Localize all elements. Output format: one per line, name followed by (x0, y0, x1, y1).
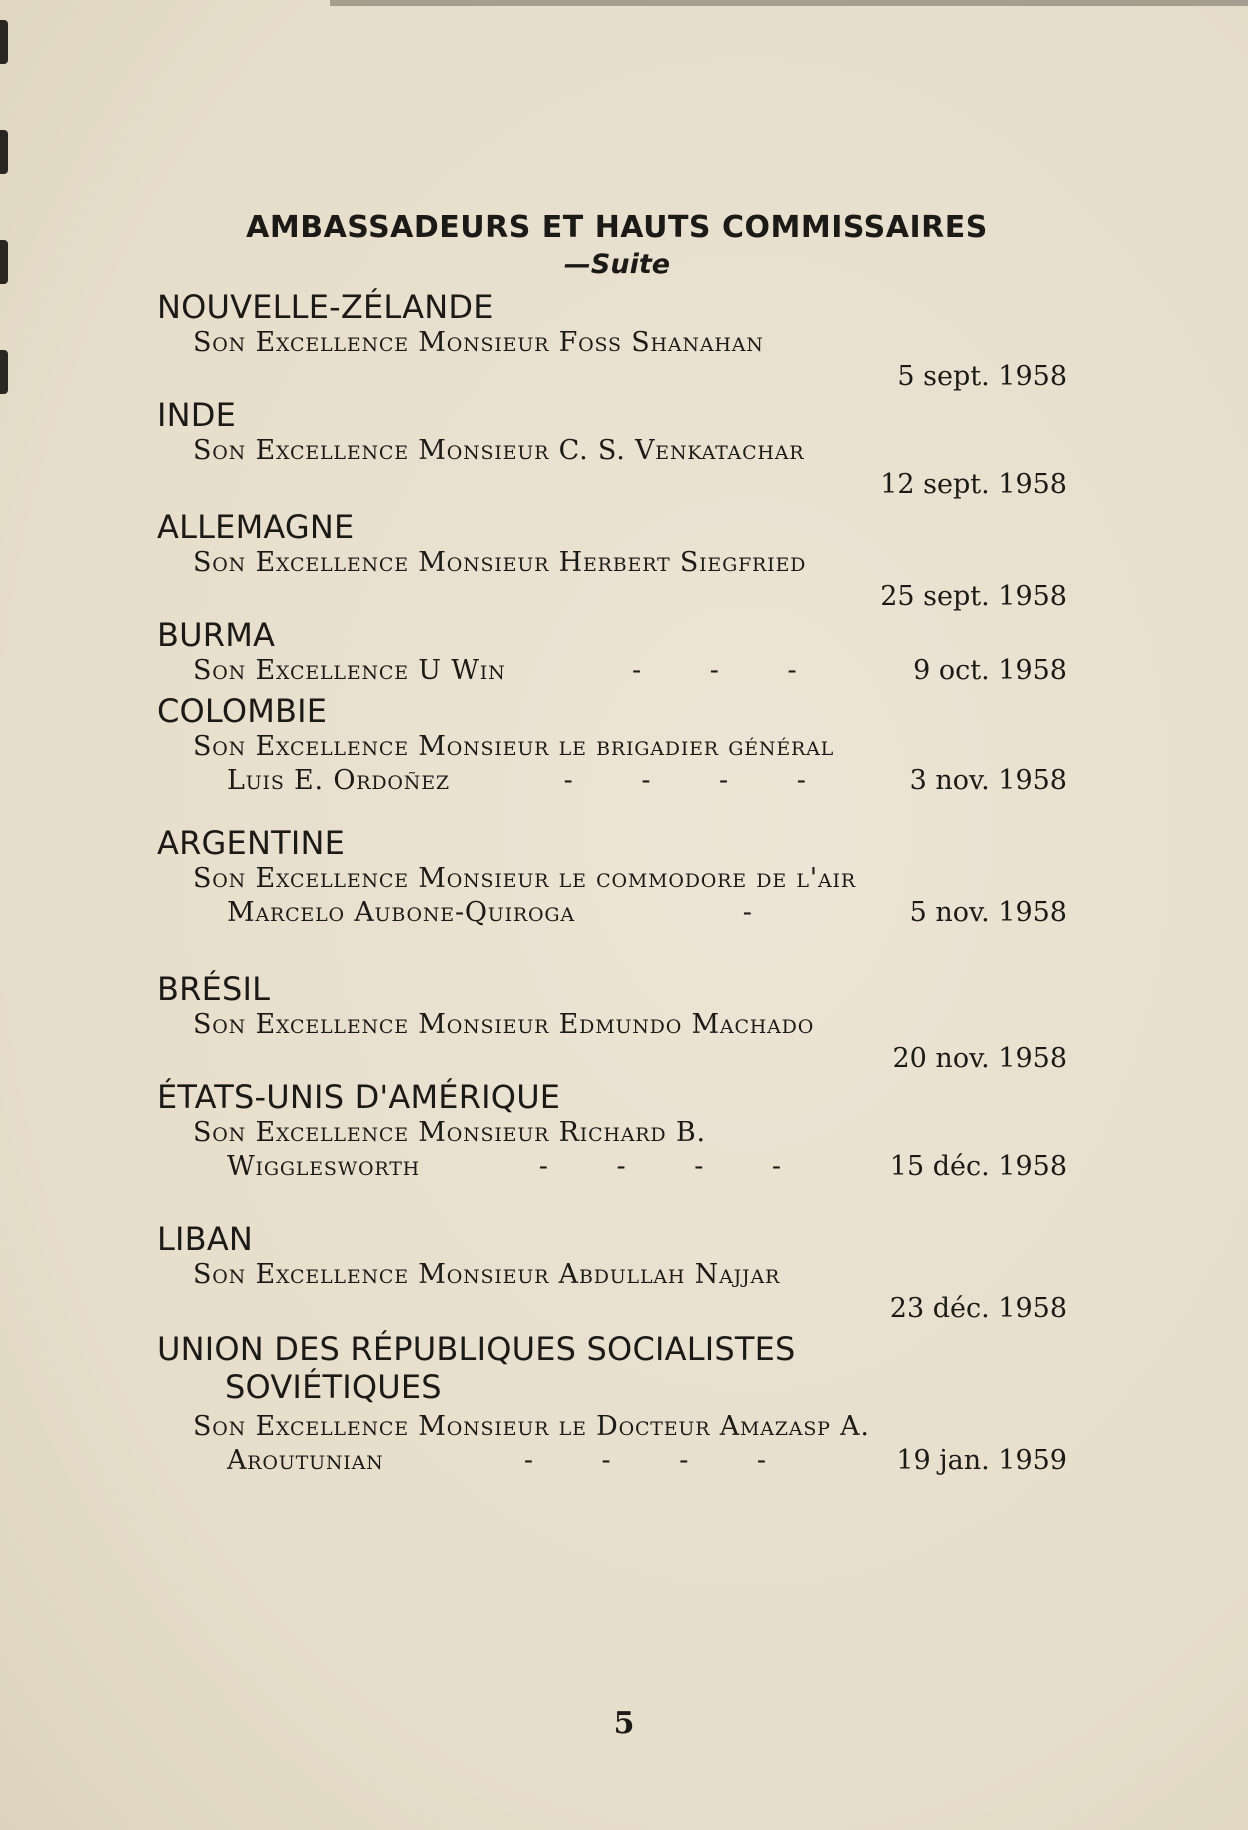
country-name: BRÉSIL (157, 970, 271, 1008)
country-name: ARGENTINE (157, 824, 346, 862)
entry-line (157, 1150, 1067, 1184)
appointment-date: 12 sept. 1958 (880, 469, 1067, 500)
appointment-date: 5 nov. 1958 (909, 897, 1067, 928)
ambassador-name: Son Excellence Monsieur le commodore de l'air (193, 863, 856, 894)
entry-allemagne (157, 508, 1067, 614)
country-name-line1: UNION DES RÉPUBLIQUES SOCIALISTES (157, 1330, 796, 1368)
ambassador-name: Son Excellence U Win (193, 655, 506, 686)
ambassador-name: Son Excellence Monsieur Edmundo Machado (193, 1009, 815, 1040)
binding-ring (0, 20, 8, 64)
country-name: ALLEMAGNE (157, 508, 355, 546)
page-top-edge (330, 0, 1248, 6)
page-number: 5 (613, 1706, 635, 1741)
entry-argentine (157, 824, 1067, 930)
entry-line (157, 896, 1067, 930)
binding-ring (0, 350, 8, 394)
entry-urss (157, 1330, 1067, 1478)
appointment-date: 5 sept. 1958 (897, 361, 1067, 392)
document-page (157, 210, 1067, 1480)
leader-dashes: - - - (632, 655, 827, 686)
entry-colombie (157, 692, 1067, 798)
appointment-date: 3 nov. 1958 (909, 765, 1067, 796)
entry-nouvelle-zelande (157, 288, 1067, 394)
entry-inde (157, 396, 1067, 502)
ambassador-name: Son Excellence Monsieur Herbert Siegfried (193, 547, 807, 578)
appointment-date: 15 déc. 1958 (889, 1151, 1067, 1182)
appointment-date: 20 nov. 1958 (892, 1043, 1067, 1074)
page-subtitle: —Suite (563, 249, 671, 280)
page-title: AMBASSADEURS ET HAUTS COMMISSAIRES (246, 210, 988, 245)
entry-liban (157, 1220, 1067, 1326)
ambassador-name: Son Excellence Monsieur C. S. Venkatachar (193, 435, 805, 466)
entry-etats-unis (157, 1078, 1067, 1184)
leader-dashes: - - - - (538, 1151, 812, 1182)
country-name: LIBAN (157, 1220, 254, 1258)
entry-burma (157, 616, 1067, 688)
country-name: ÉTATS-UNIS D'AMÉRIQUE (157, 1078, 561, 1116)
country-name: BURMA (157, 616, 276, 654)
ambassador-name: Son Excellence Monsieur le Docteur Amazasp A. (193, 1411, 870, 1442)
country-name: COLOMBIE (157, 692, 328, 730)
entry-line (157, 1444, 1067, 1478)
country-name-line2: SOVIÉTIQUES (225, 1368, 442, 1406)
ambassador-name-continued: Marcelo Aubone-Quiroga (227, 897, 575, 928)
appointment-date: 23 déc. 1958 (889, 1293, 1067, 1324)
leader-dashes: - - - - (563, 765, 836, 796)
appointment-date: 9 oct. 1958 (913, 655, 1067, 686)
ambassador-name: Son Excellence Monsieur le brigadier général (193, 731, 835, 762)
ambassador-name-continued: Luis E. Ordoñez (227, 765, 450, 796)
ambassador-name: Son Excellence Monsieur Richard B. (193, 1117, 706, 1148)
entry-line (157, 764, 1067, 798)
ambassador-name: Son Excellence Monsieur Abdullah Najjar (193, 1259, 781, 1290)
entry-bresil (157, 970, 1067, 1076)
appointment-date: 25 sept. 1958 (880, 581, 1067, 612)
entry-line (157, 654, 1067, 688)
leader-dashes: - - - - (523, 1445, 797, 1476)
appointment-date: 19 jan. 1959 (896, 1445, 1067, 1476)
country-name: NOUVELLE-ZÉLANDE (157, 288, 494, 326)
binding-ring (0, 130, 8, 174)
ambassador-name-continued: Aroutunian (227, 1445, 384, 1476)
binding-ring (0, 240, 8, 284)
ambassador-name-continued: Wigglesworth (227, 1151, 421, 1182)
leader-dashes: - (742, 897, 782, 928)
country-name (157, 1330, 1067, 1406)
country-name: INDE (157, 396, 237, 434)
ambassador-name: Son Excellence Monsieur Foss Shanahan (193, 327, 764, 358)
